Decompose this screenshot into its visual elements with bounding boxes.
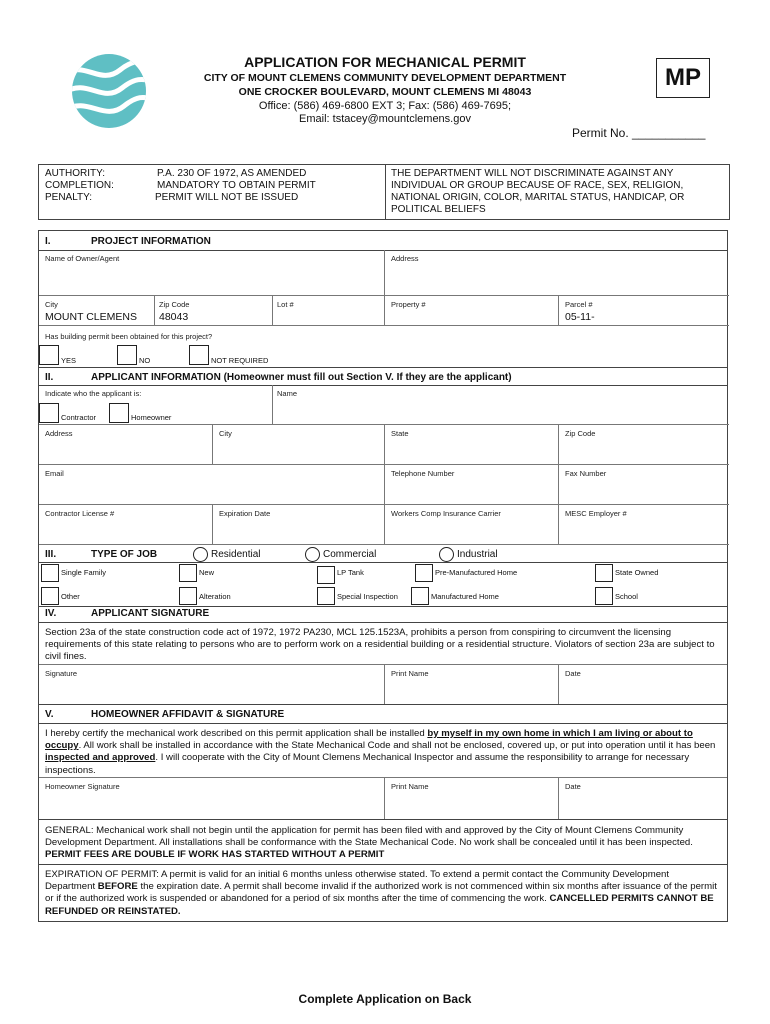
application-form (38, 230, 728, 922)
homeowner-label: Homeowner (131, 413, 172, 422)
section-5-text: I hereby certify the mechanical work described on this permit application shall be installed by myself in my own home in which I am living or about to occupy. All work shall be installed in accordance with the State Mechanical Code and shall not be enclosed, covered up, or put into operation until it has been inspected and approved. I will cooperate with the City of Mount Clemens Mechanical Inspector and assume the responsibility to arrange for necessary inspections. (45, 728, 716, 776)
no-label: NO (139, 356, 151, 365)
not-required-checkbox[interactable] (189, 345, 209, 365)
general-notice: GENERAL: Mechanical work shall not begin until the application for permit has been filed with and approved by the City of Mount Clemens Community Development Department. All installations shall be conformance with the State Mechanical Code. No work shall be concealed until it has been inspected. PERMIT FEES ARE DOUBLE IF WORK HAS STARTED WITHOUT A PERMIT (45, 825, 693, 861)
lp-tank-label: LP Tank (337, 568, 364, 577)
owner-field[interactable]: Name of Owner/Agent (39, 250, 385, 296)
manufactured-label: Manufactured Home (431, 592, 499, 601)
homeowner-date-field[interactable]: Date (565, 782, 581, 791)
section-3-title: TYPE OF JOB (91, 549, 158, 560)
section-4-title: APPLICANT SIGNATURE (91, 608, 210, 619)
premanufactured-label: Pre-Manufactured Home (435, 568, 518, 577)
contractor-checkbox[interactable] (39, 403, 59, 423)
permit-type-badge: MP (656, 58, 710, 98)
non-discrimination-notice: THE DEPARTMENT WILL NOT DISCRIMINATE AGAINST ANY INDIVIDUAL OR GROUP BECAUSE OF RACE, SEX, RELIGION, NATIONAL ORIGIN, COLOR, MARITAL STATUS, HANDICAP, OR POLITICAL BELIEFS (391, 168, 685, 215)
footer-note: Complete Application on Back (298, 992, 472, 1006)
commercial-radio[interactable] (305, 547, 320, 562)
lp-tank-checkbox[interactable] (317, 566, 335, 584)
other-checkbox[interactable] (41, 587, 59, 605)
contractor-label: Contractor (61, 413, 97, 422)
section-1-title: PROJECT INFORMATION (91, 236, 211, 247)
department-name: CITY OF MOUNT CLEMENS COMMUNITY DEVELOPMENT DEPARTMENT (203, 72, 567, 84)
authority-values: P.A. 230 OF 1972, AS AMENDED MANDATORY TO OBTAIN PERMIT PERMIT WILL NOT BE ISSUED (155, 168, 316, 203)
special-inspection-checkbox[interactable] (317, 587, 335, 605)
mesc-employer-field[interactable]: MESC Employer # (559, 505, 729, 545)
homeowner-signature-field[interactable]: Homeowner Signature (39, 777, 385, 819)
not-required-label: NOT REQUIRED (211, 356, 269, 365)
yes-checkbox[interactable] (39, 345, 59, 365)
permit-number-field[interactable]: Permit No. ___________ (572, 126, 706, 140)
manufactured-checkbox[interactable] (411, 587, 429, 605)
homeowner-checkbox[interactable] (109, 403, 129, 423)
applicant-fax-field[interactable]: Fax Number (559, 465, 729, 505)
applicant-phone-field[interactable]: Telephone Number (385, 465, 559, 505)
homeowner-print-name-field[interactable]: Print Name (385, 777, 559, 819)
applicant-email-field[interactable]: Email (39, 465, 385, 505)
section-3-number: III. (45, 549, 57, 560)
form-title: APPLICATION FOR MECHANICAL PERMIT (244, 54, 526, 70)
expiration-date-field[interactable]: Expiration Date (213, 505, 385, 545)
section-4-number: IV. (45, 608, 57, 619)
permit-obtained-question: Has building permit been obtained for this project? (45, 332, 213, 341)
new-checkbox[interactable] (179, 564, 197, 582)
zip-field[interactable]: Zip Code 48043 (155, 296, 273, 326)
contractor-license-field[interactable]: Contractor License # (39, 505, 213, 545)
applicant-city-field[interactable]: City (213, 425, 385, 465)
single-family-checkbox[interactable] (41, 564, 59, 582)
no-checkbox[interactable] (117, 345, 137, 365)
department-address: ONE CROCKER BOULEVARD, MOUNT CLEMENS MI 48043 (238, 86, 532, 98)
residential-radio[interactable] (193, 547, 208, 562)
alteration-checkbox[interactable] (179, 587, 197, 605)
section-5-title: HOMEOWNER AFFIDAVIT & SIGNATURE (91, 709, 285, 720)
state-owned-checkbox[interactable] (595, 564, 613, 582)
premanufactured-checkbox[interactable] (415, 564, 433, 582)
expiration-notice: EXPIRATION OF PERMIT: A permit is valid for an initial 6 months unless otherwise stated. To extend a permit contact the Community Development Department BEFORE the expiration date. A permit shall become invalid if the authorized work is not commenced within six months after issuance of the permit or if the authorized work is suspended or abandoned for a period of six months after the time of commencing the work. CANCELLED PERMITS CANNOT BE REFUNDED OR REINSTATED. (45, 869, 717, 917)
single-family-label: Single Family (61, 568, 107, 577)
lot-field[interactable]: Lot # (273, 296, 385, 326)
parcel-field[interactable]: Parcel # 05-11- (559, 296, 729, 326)
industrial-label: Industrial (457, 549, 498, 560)
commercial-label: Commercial (323, 549, 377, 560)
applicant-signature-field[interactable]: Signature (39, 664, 385, 704)
state-owned-label: State Owned (615, 568, 659, 577)
other-label: Other (61, 592, 80, 601)
section-1-number: I. (45, 236, 51, 247)
section-2-title: APPLICANT INFORMATION (Homeowner must fill out Section V. If they are the applicant) (91, 372, 512, 383)
department-phone: Office: (586) 469-6800 EXT 3; Fax: (586) 469-7695; (258, 100, 512, 112)
yes-label: YES (61, 356, 77, 365)
school-label: School (615, 592, 638, 601)
authority-box (38, 164, 730, 220)
section-4-text: Section 23a of the state construction code act of 1972, 1972 PA230, MCL 125.1523A, prohibits a person from conspiring to circumvent the licensing requirements of this state relating to persons who are to perform work on a residential building or a residential structure. Violators of section 23a are subject to civil fines. (45, 627, 715, 663)
industrial-radio[interactable] (439, 547, 454, 562)
applicant-address-field[interactable]: Address (39, 425, 213, 465)
applicant-type-field: Indicate who the applicant is: (39, 385, 273, 425)
applicant-name-field[interactable]: Name (273, 385, 729, 425)
section-5-number: V. (45, 709, 54, 720)
applicant-date-field[interactable]: Date (565, 669, 581, 678)
workers-comp-field[interactable]: Workers Comp Insurance Carrier (385, 505, 559, 545)
applicant-zip-field[interactable]: Zip Code (559, 425, 729, 465)
applicant-state-field[interactable]: State (385, 425, 559, 465)
special-inspection-label: Special Inspection (337, 592, 398, 601)
address-field[interactable]: Address (385, 250, 729, 296)
new-label: New (199, 568, 215, 577)
city-field[interactable]: City MOUNT CLEMENS (39, 296, 155, 326)
property-field[interactable]: Property # (385, 296, 559, 326)
residential-label: Residential (211, 549, 261, 560)
alteration-label: Alteration (199, 592, 231, 601)
authority-labels: AUTHORITY: COMPLETION: PENALTY: (45, 168, 114, 203)
department-email: Email: tstacey@mountclemens.gov (299, 113, 471, 125)
applicant-print-name-field[interactable]: Print Name (385, 664, 559, 704)
school-checkbox[interactable] (595, 587, 613, 605)
section-2-number: II. (45, 372, 54, 383)
